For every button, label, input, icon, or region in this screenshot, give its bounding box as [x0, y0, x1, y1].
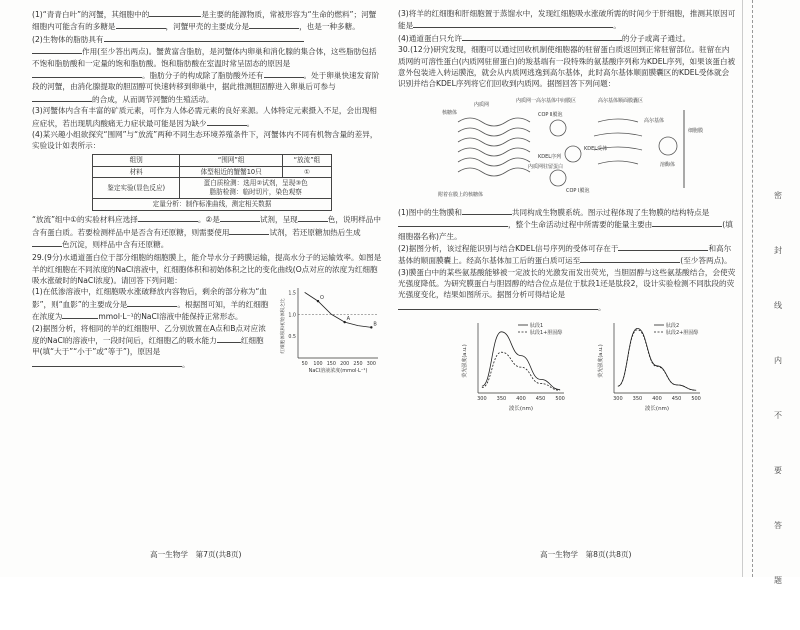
diagram-label: 内质网驻留蛋白: [528, 163, 564, 170]
answer-blank[interactable]: [249, 20, 299, 29]
y-axis-label: 红细胞体积和初始体积之比: [281, 298, 286, 355]
fluorescence-charts: [398, 317, 736, 417]
series-line: [618, 330, 699, 391]
x-tick-label: 450: [671, 396, 682, 403]
lysosome-icon: [659, 137, 677, 155]
er-membrane: [458, 168, 530, 176]
q29-1: (1)在低渗溶液中，红细胞吸水涨破释放内容物后，剩余的部分称为“血影”，则“血影”的主要成分是 。根据图可知，羊的红细胞在浓度为 mmol·L⁻¹的NaCl溶液中能保持正常形态。: [32, 287, 269, 322]
x-tick-label: 500: [691, 396, 701, 403]
q1: (1)“青青白叶”的河蟹，其细胞中的 是主要的能源物质，常被形容为“生命的燃料”；河蟹细胞内可能含有的多糖是 ，河蟹甲壳的主要成分是 ，也是一种多糖。: [32, 10, 377, 32]
table-cell: 鉴定实验(显色反应): [93, 178, 180, 199]
answer-blank[interactable]: [32, 93, 92, 102]
table-header: “放流”组: [282, 154, 331, 166]
x-tick-label: 350: [496, 396, 507, 403]
q3: (3)河蟹体内含有丰富的矿质元素，可作为人体必需元素的良好来源。人体特定元素摄入不足，会出现相应症状，若出现肌肉酸痛无力症状最可能是因为缺少 。: [32, 106, 377, 128]
page-footer-left: 高一生物学 第7页(共8页): [150, 550, 242, 559]
x-tick-label: 300: [613, 396, 623, 403]
table-cell: ①: [282, 166, 331, 178]
answer-blank[interactable]: [32, 238, 62, 247]
answer-blank[interactable]: [652, 218, 722, 227]
q3-right: (3)将羊的红细胞和肝细胞置于蒸馏水中，发现红细胞吸水涨破所需的时间少于肝细胞，推测其原因可能是 。: [398, 9, 736, 31]
diagram-label: KDEL序列: [538, 153, 562, 160]
table-cell: 材料: [93, 166, 180, 178]
kdel-receptor-vesicle-icon: [565, 146, 581, 162]
x-tick-label: 300: [366, 362, 376, 368]
peptide1-fluorescence-chart: [458, 317, 568, 413]
nacl-volume-chart: [276, 282, 382, 374]
er-membrane: [458, 138, 530, 146]
diagram-label: 溶酶体: [660, 161, 676, 168]
y-axis-label: 荧光强度(a.u.): [462, 344, 468, 378]
er-membrane: [458, 128, 530, 136]
golgi-cisterna: [594, 133, 642, 136]
point-label: B: [373, 321, 377, 328]
x-tick-label: 50: [301, 362, 308, 368]
answer-blank[interactable]: [32, 358, 182, 367]
diagram-label: COP Ⅰ膜泡: [566, 187, 590, 194]
seal-char: 线: [774, 301, 782, 310]
binding-margin: [742, 0, 800, 577]
er-membrane: [458, 158, 530, 166]
x-tick-label: 300: [477, 396, 487, 403]
seal-char: 要: [774, 466, 782, 475]
answer-blank[interactable]: [462, 206, 512, 215]
answer-blank[interactable]: [207, 117, 247, 126]
golgi-cisterna: [598, 119, 638, 122]
answer-blank[interactable]: [398, 301, 598, 310]
x-tick-label: 500: [555, 396, 565, 403]
table-cell: 定量分析：制作标准曲线，测定相关数据: [93, 199, 332, 211]
answer-blank[interactable]: [229, 226, 269, 235]
q30: 30.(12分)研究发现，细胞可以通过回收机制使细胞器的驻留蛋白质返回到正常驻留部位。驻留在内质网的可溶性蛋白(内质网驻留蛋白)的羧基端有一段特殊的氨基酸序列称为KDEL序列，如果该蛋白被意外包装进入转运膜泡，就会从内质网逃逸到高尔基体，此时高尔基体顺面膜囊区的KDEL受体就会识别并结合KDEL序列将它们回收到内质网。据图回答下列问题：: [398, 45, 736, 89]
data-point: [317, 300, 319, 302]
diagram-label: 高尔基体: [644, 117, 665, 124]
x-axis-label: NaCl溶液浓度(mmol·L⁻¹): [308, 368, 368, 375]
cop2-vesicle-icon: [550, 120, 566, 136]
er-membrane: [458, 148, 530, 156]
x-tick-label: 350: [632, 396, 643, 403]
answer-blank[interactable]: [138, 213, 198, 222]
q4: (4)某兴趣小组欲探究“围网”与“放流”两种不同生态环境养殖条件下，河蟹体内不同有机物含量的差异，实验设计如表所示：: [32, 129, 378, 151]
x-tick-label: 100: [313, 362, 323, 368]
seal-char: 内: [774, 356, 782, 365]
seal-dashed-line: [752, 0, 753, 577]
series-line: [482, 352, 560, 390]
q29-2: (2)据图分析，将相同的羊的红细胞甲、乙分别放置在A点和B点对应浓度的NaCl的溶液中，一段时间后，红细胞乙的吸水能力 红细胞甲(填“大于”“小于”或“等于”)，原因是。: [32, 323, 266, 369]
x-tick-label: 400: [516, 396, 526, 403]
q30-2: (2)据图分析，该过程能识别与结合KDEL信号序列的受体可存在于 和高尔基体的顺面膜囊上。经高尔基体加工后的蛋白质可运至 (至少答两点)。: [398, 243, 732, 266]
answer-blank[interactable]: [298, 213, 328, 222]
table-cell: 蛋白质检测：选用②试剂，呈现③色 脂肪检测：临时切片，染色观察: [180, 178, 332, 199]
x-axis-label: 波长(nm): [644, 406, 670, 413]
q4-right: (4)通道蛋白只允许 的分子或离子通过。: [398, 33, 691, 43]
answer-blank[interactable]: [580, 254, 680, 263]
diagram-label: 细胞膜: [688, 127, 704, 134]
diagram-label: 内质网: [474, 101, 490, 108]
seal-char: 题: [774, 576, 782, 585]
y-axis-label: 荧光强度(a.u.): [598, 344, 604, 378]
answer-blank[interactable]: [618, 242, 708, 251]
table-row: [93, 154, 332, 166]
seal-char: 密: [774, 191, 782, 200]
diagram-label: 核糖体: [442, 109, 458, 116]
diagram-label: 内质网一高尔基体中间膜区: [516, 97, 577, 104]
answer-blank[interactable]: [413, 19, 613, 28]
answer-blank[interactable]: [116, 20, 166, 29]
answer-blank[interactable]: [220, 213, 260, 222]
peptide2-fluorescence-chart: [594, 317, 704, 413]
data-point: [370, 327, 372, 329]
x-tick-label: 400: [652, 396, 662, 403]
answer-blank[interactable]: [32, 45, 82, 54]
experiment-table: [92, 154, 332, 211]
series-line: [305, 293, 372, 328]
x-tick-label: 250: [353, 362, 363, 368]
series-line: [482, 332, 560, 390]
answer-blank[interactable]: [62, 310, 98, 319]
data-point: [343, 321, 345, 323]
page-footer-right: 高一生物学 第8页(共8页): [540, 550, 632, 559]
table-row: [93, 199, 332, 211]
answer-blank[interactable]: [104, 33, 304, 42]
seal-char: 封: [774, 246, 782, 255]
cop1-vesicle-icon: [550, 170, 566, 186]
diagram-label: KDEL受体: [584, 145, 608, 152]
q4-answer: “放流”组中①的实验材料应选择 。②是 试剂，呈现 色，说明样品中含有蛋白质。若要检测样品中是否含有还原糖，则需要使用 试剂，若还原糖加热后生成色沉淀，则样品中含有还原糖。: [32, 215, 381, 249]
point-label: O: [320, 295, 324, 302]
y-tick-label: 0.5: [288, 335, 296, 341]
answer-blank[interactable]: [264, 69, 304, 78]
right-column: [398, 8, 736, 417]
y-tick-label: 1.5: [288, 291, 296, 297]
table-header: 组别: [93, 154, 180, 166]
q29-body: [32, 286, 382, 375]
diagram-label: 高尔基体顺面膜囊区: [598, 97, 644, 104]
table-row: [93, 166, 332, 178]
legend-label: 肽段1+胆固醇: [530, 330, 563, 337]
q30-1: (1)图中的生物膜和 共同构成生物膜系统。图示过程体现了生物膜的结构特点是，整个生命活动过程中所需要的能量主要由 (填细胞器名称)产生。: [398, 207, 733, 241]
answer-blank[interactable]: [217, 334, 241, 343]
golgi-cisterna: [598, 161, 638, 164]
answer-blank[interactable]: [149, 8, 201, 17]
q29: 29.(9分)水通道蛋白位于部分细胞的细胞膜上，能介导水分子跨膜运输，提高水分子的运输效率。如图是羊的红细胞在不同浓度的NaCl溶液中，红细胞体积和初始体积之比的变化曲线(O点对应的浓度为红细胞吸水涨破时的NaCl浓度)。请回答下列问题：: [32, 253, 382, 286]
legend-label: 肽段2+胆固醇: [666, 330, 699, 337]
diagram-label: 附着在膜上的核糖体: [438, 191, 484, 198]
answer-blank[interactable]: [462, 32, 622, 41]
table-header: “围网”组: [180, 154, 283, 166]
q2: (2)生物体的脂肪具有 作用(至少答出两点)。蟹黄富含脂肪，是河蟹体内卵巢和消化腺的集合体，这些脂肪包括不饱和脂肪酸和一定量的饱和脂肪酸。饱和脂肪酸在室温时常呈固态的原因是。脂肪分子的构成除了脂肪酸外还有 。处于卵巢快速发育阶段的河蟹，由消化腺提取的胆固醇可快速转移到卵巢中，据此推测胆固醇进入卵巢后可参与的合成，从而调节河蟹的生殖活动。: [32, 34, 380, 104]
answer-blank[interactable]: [32, 69, 142, 78]
seal-char: 答: [774, 521, 782, 530]
x-tick-label: 450: [535, 396, 546, 403]
legend-label: 肽段1: [530, 323, 544, 330]
x-tick-label: 200: [340, 362, 350, 368]
diagram-label: COP Ⅱ膜泡: [538, 111, 563, 118]
answer-blank[interactable]: [398, 218, 508, 227]
point-label: A: [346, 316, 351, 323]
left-column: [32, 8, 382, 375]
series-line: [618, 329, 699, 391]
seal-text: [772, 190, 784, 630]
er-membrane: [458, 118, 530, 126]
seal-char: 不: [774, 411, 782, 420]
x-tick-label: 150: [326, 362, 336, 368]
answer-blank[interactable]: [127, 298, 177, 307]
table-row: [93, 178, 332, 199]
kdel-diagram: [398, 92, 736, 204]
x-axis-label: 波长(nm): [508, 406, 534, 413]
legend-label: 肽段2: [666, 323, 680, 330]
y-tick-label: 1.0: [288, 313, 296, 319]
q30-3: (3)膜蛋白中的某些氨基酸能够被一定波长的光激发而发出荧光，当胆固醇与这些氨基酸结合，会使荧光强度降低。为研究膜蛋白与胆固醇的结合位点是位于肽段1还是肽段2，设计实验检测不同肽段的荧光强度变化，结果如图所示。据图分析可得结论是。: [398, 267, 736, 312]
table-cell: 体型相近的蟹蟹10只: [180, 166, 283, 178]
